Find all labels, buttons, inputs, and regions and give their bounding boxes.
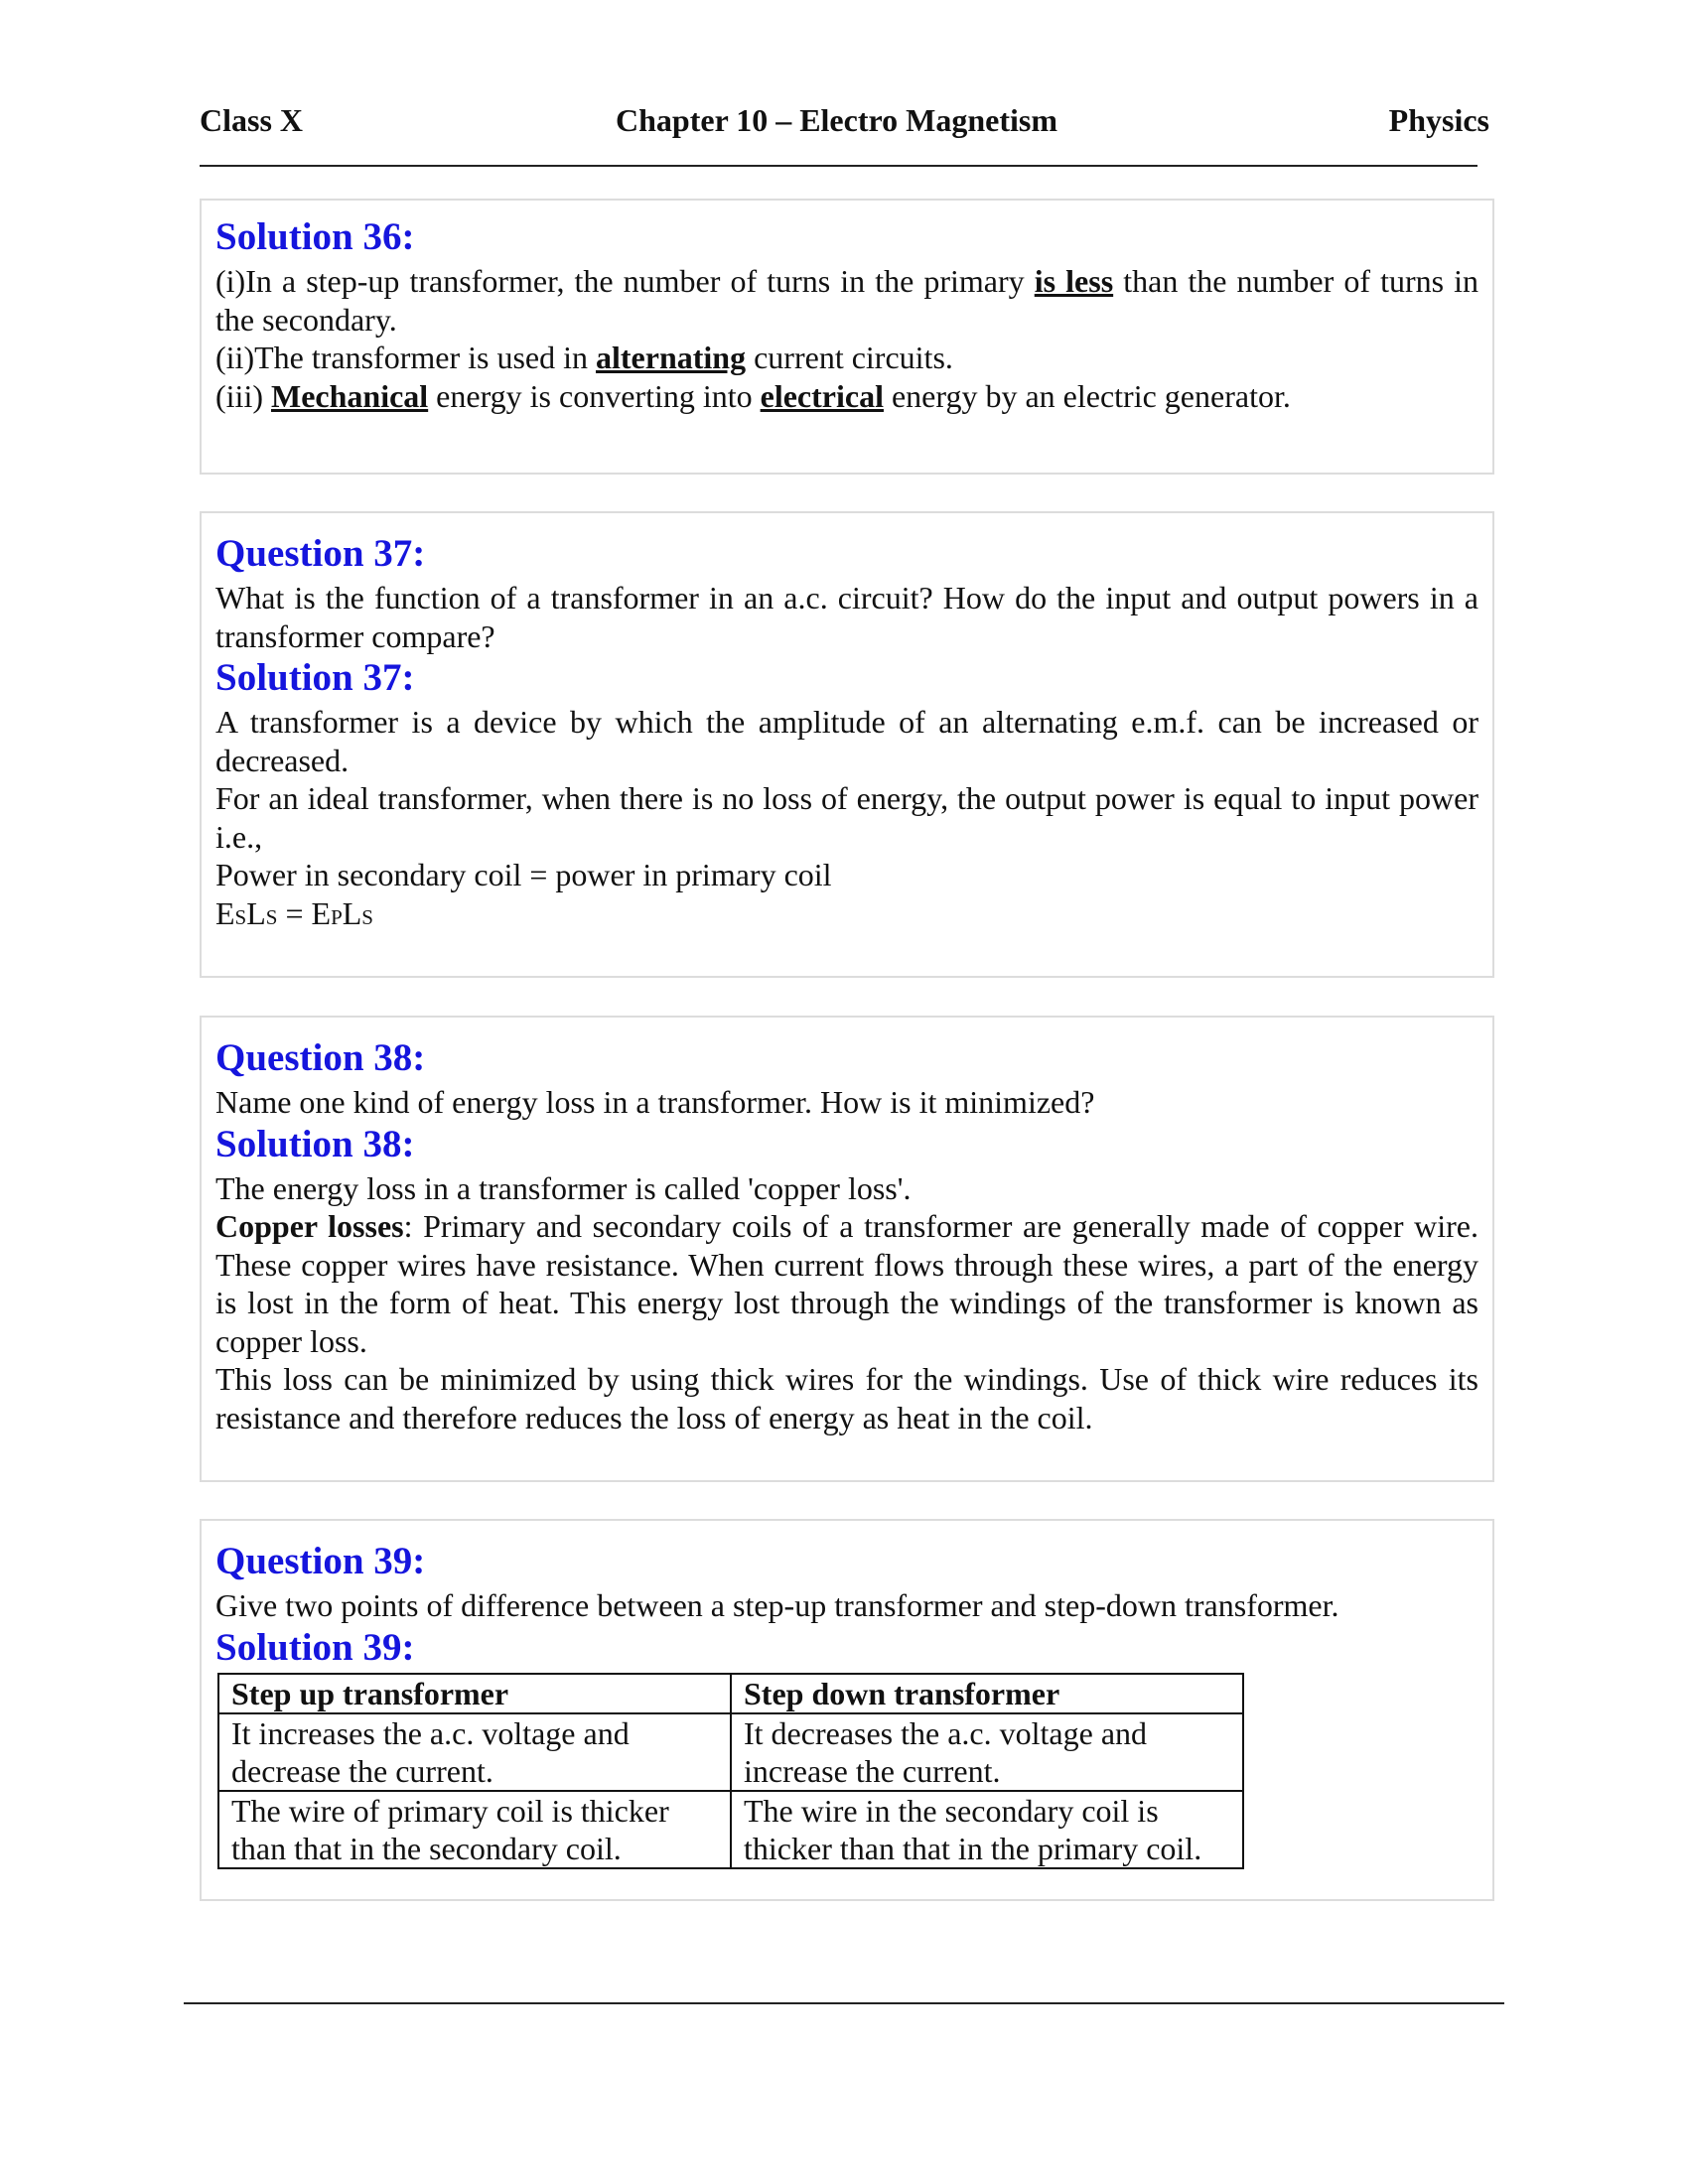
solution-36-line-1 xyxy=(215,262,1478,339)
s36-l1-a: (i)In a step-up transformer, the number of turns in the primary xyxy=(215,263,1035,299)
table-header-cell: Step up transformer xyxy=(218,1674,731,1713)
s36-l3-c: energy is converting into xyxy=(428,377,761,414)
table-header-row xyxy=(218,1674,1243,1713)
eq-sub-3: P xyxy=(331,904,343,929)
question-38-box xyxy=(200,1016,1494,1482)
copper-losses-text: : Primary and secondary coils of a transformer are generally made of copper wire. These copper wires have resistance. When current flows through these wires, a part of the energy is lost in the form of heat. This energy lost through the windings of the transformer is known as copper loss. xyxy=(215,1208,1479,1359)
s36-l1-c: than the number of turns in the secondary. xyxy=(215,263,1479,338)
copper-losses-term: Copper losses xyxy=(215,1208,404,1244)
solution-38-para-1: The energy loss in a transformer is called 'copper loss'. xyxy=(215,1169,912,1206)
solution-38-para-2 xyxy=(215,1207,1478,1360)
eq-e1: E xyxy=(215,894,235,931)
s36-l3-a: (iii) xyxy=(215,377,271,414)
solution-38-para-3: This loss can be minimized by using thick wires for the windings. Use of thick wire reduces its resistance and therefore reduces the loss of energy as heat in the coil. xyxy=(215,1361,1478,1435)
table-header-cell: Step down transformer xyxy=(731,1674,1243,1713)
solution-36-box xyxy=(200,199,1494,475)
solution-38-title: Solution 38: xyxy=(215,1122,415,1165)
eq-l2: L xyxy=(342,894,362,931)
solution-37-para-3: Power in secondary coil = power in primary coil xyxy=(215,857,832,892)
question-37-box xyxy=(200,511,1494,978)
solution-36-line-3 xyxy=(215,377,1478,416)
question-38-title: Question 38: xyxy=(215,1036,426,1079)
header-chapter-title: Chapter 10 – Electro Magnetism xyxy=(616,102,1057,138)
header-class: Class X xyxy=(200,102,304,138)
question-39-text: Give two points of difference between a step-up transformer and step-down transformer. xyxy=(215,1587,1339,1623)
table-cell: It decreases the a.c. voltage and increase the current. xyxy=(731,1713,1243,1791)
question-37-text: What is the function of a transformer in an a.c. circuit? How do the input and output powers in a transformer compare? xyxy=(215,580,1478,654)
footer-divider xyxy=(184,2002,1504,2004)
question-39-title: Question 39: xyxy=(215,1540,426,1582)
eq-l1: L xyxy=(246,894,266,931)
question-38-text: Name one kind of energy loss in a transformer. How is it minimized? xyxy=(215,1084,1095,1120)
solution-37-title: Solution 37: xyxy=(215,656,415,699)
s36-l2-c: current circuits. xyxy=(746,340,953,375)
eq-mid: = E xyxy=(277,894,332,931)
table-row xyxy=(218,1713,1243,1791)
solution-39-title: Solution 39: xyxy=(215,1625,415,1669)
eq-sub-2: S xyxy=(265,904,278,929)
table-cell: It increases the a.c. voltage and decrease the current. xyxy=(218,1713,731,1791)
s36-l1-emph: is less xyxy=(1034,263,1114,299)
solution-37-para-1: A transformer is a device by which the amplitude of an alternating e.m.f. can be increased or decreased. xyxy=(215,704,1478,778)
table-row xyxy=(218,1791,1243,1868)
question-37-title: Question 37: xyxy=(215,532,426,575)
header-divider xyxy=(200,165,1477,167)
solution-36-title: Solution 36: xyxy=(215,215,415,258)
s36-l3-emph-2: electrical xyxy=(760,377,884,414)
table-cell: The wire of primary coil is thicker than that in the secondary coil. xyxy=(218,1791,731,1868)
s36-l3-e: energy by an electric generator. xyxy=(883,377,1291,414)
s36-l2-a: (ii)The transformer is used in xyxy=(215,340,596,375)
question-39-box xyxy=(200,1519,1494,1901)
s36-l2-emph: alternating xyxy=(596,340,747,375)
s36-l3-emph-1: Mechanical xyxy=(270,377,429,414)
comparison-table xyxy=(217,1673,1244,1869)
eq-sub-4: S xyxy=(361,904,373,929)
solution-37-para-2: For an ideal transformer, when there is no loss of energy, the output power is equal to input power i.e., xyxy=(215,780,1478,855)
table-cell: The wire in the secondary coil is thicker than that in the primary coil. xyxy=(731,1791,1243,1868)
eq-sub-1: S xyxy=(234,904,247,929)
header-subject: Physics xyxy=(1388,102,1489,138)
solution-36-line-2 xyxy=(215,339,1478,377)
solution-37-equation xyxy=(215,894,1478,937)
